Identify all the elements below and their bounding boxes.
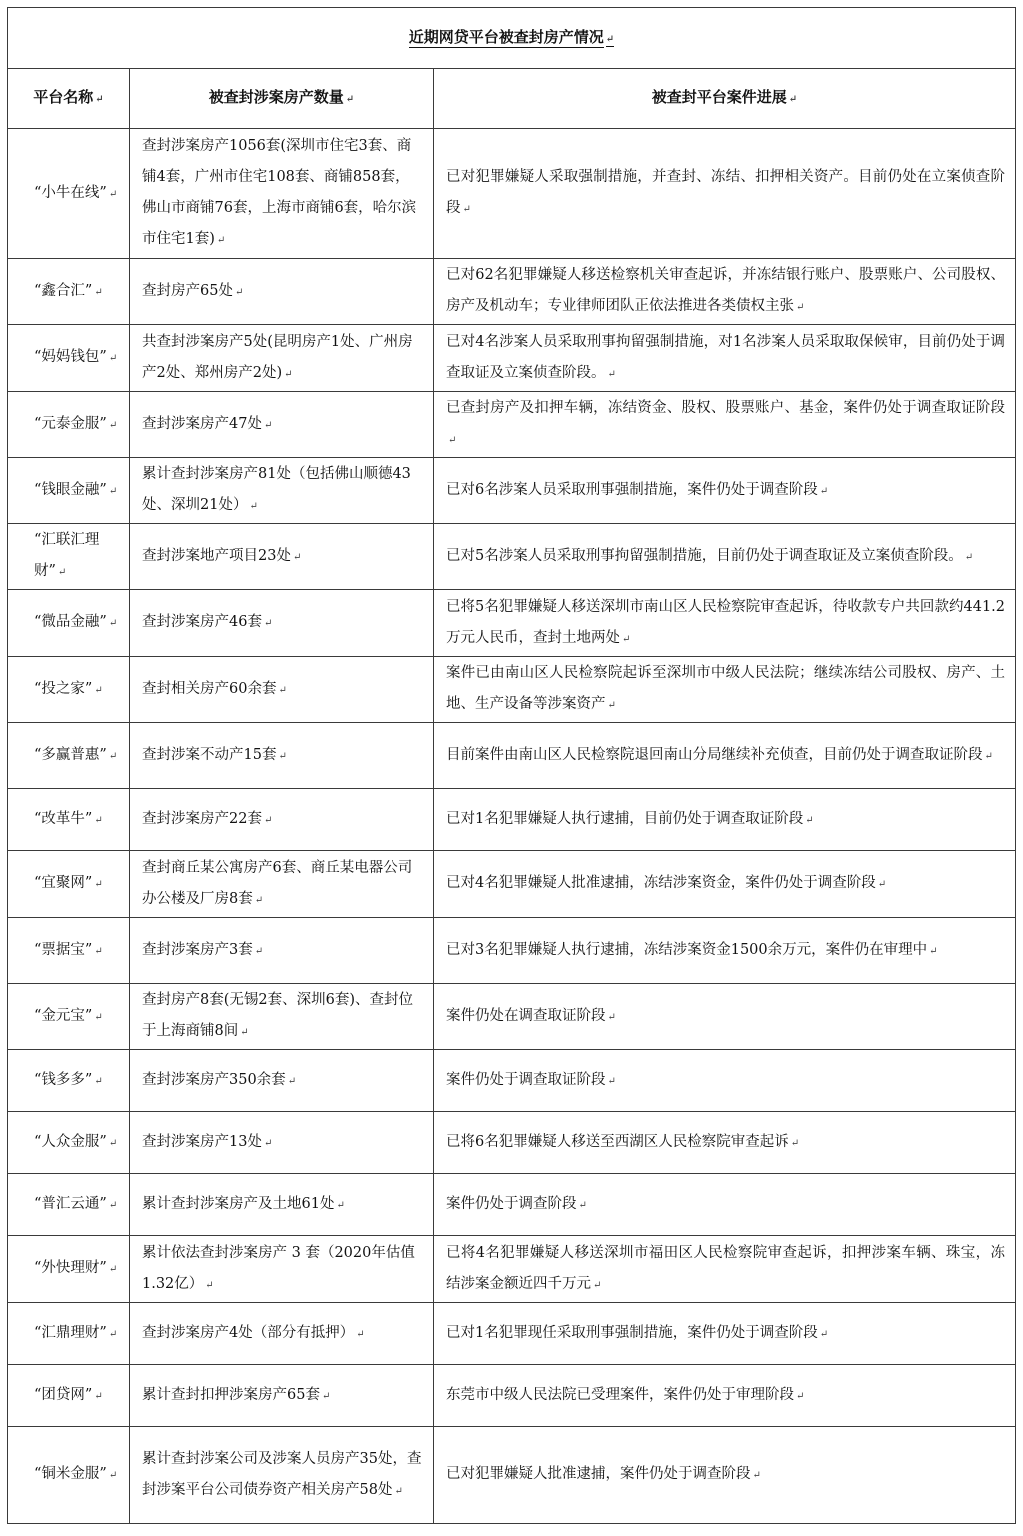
platform-name-cell: “铜米金服” ↵ (8, 1427, 130, 1524)
paragraph-mark-icon: ↵ (578, 1199, 587, 1211)
paragraph-mark-icon: ↵ (94, 879, 103, 890)
title-row (8, 8, 1016, 69)
seized-count-cell: 查封涉案不动产15套 ↵ (130, 723, 434, 789)
paragraph-mark-icon: ↵ (336, 1199, 345, 1211)
paragraph-mark-icon: ↵ (94, 1075, 103, 1087)
table-row (8, 590, 1016, 657)
paragraph-mark-icon: ↵ (108, 1328, 118, 1340)
paragraph-mark-icon: ↵ (108, 1470, 118, 1481)
case-progress-cell: 已对4名涉案人员采取刑事拘留强制措施，对1名涉案人员采取取保候审，目前仍处于调查取证及立案侦查阶段。 ↵ (434, 325, 1016, 392)
paragraph-mark-icon: ↵ (984, 750, 993, 762)
platform-name-cell: “票据宝” ↵ (8, 918, 130, 984)
platform-name-cell: “人众金服” ↵ (8, 1112, 130, 1174)
paragraph-mark-icon: ↵ (216, 235, 226, 246)
case-progress-cell: 已将5名犯罪嫌疑人移送深圳市南山区人民检察院审查起诉，待收款专户共回款约441.2万元人民币，查封土地两处 ↵ (434, 590, 1016, 657)
seized-count-cell: 累计查封涉案房产及土地61处 ↵ (130, 1174, 434, 1236)
paragraph-mark-icon: ↵ (94, 1011, 103, 1023)
case-progress-cell: 已对62名犯罪嫌疑人移送检察机关审查起诉，并冻结银行账户、股票账户、公司股权、房产及机动车；专业律师团队正依法推进各类债权主张 ↵ (434, 259, 1016, 325)
platform-name-cell: “鑫合汇” ↵ (8, 259, 130, 325)
seized-count-cell: 查封涉案地产项目23处 ↵ (130, 524, 434, 590)
header-seized-count: 被查封涉案房产数量 ↵ (130, 69, 434, 129)
paragraph-mark-icon: ↵ (205, 1279, 214, 1291)
platform-name-cell: “汇鼎理财” ↵ (8, 1303, 130, 1365)
paragraph-mark-icon: ↵ (929, 945, 938, 957)
paragraph-mark-icon: ↵ (278, 750, 287, 762)
seized-count-cell: 查封房产8套(无锡2套、深圳6套)、查封位于上海商铺8间 ↵ (130, 984, 434, 1050)
table-row (8, 789, 1016, 851)
case-progress-cell: 已对3名犯罪嫌疑人执行逮捕，冻结涉案资金1500余万元，案件仍在审理中 ↵ (434, 918, 1016, 984)
paragraph-mark-icon: ↵ (108, 1264, 118, 1275)
seized-count-cell: 查封涉案房产350余套 ↵ (130, 1050, 434, 1112)
seized-count-cell: 查封房产65处 ↵ (130, 259, 434, 325)
paragraph-mark-icon: ↵ (805, 814, 814, 826)
paragraph-mark-icon: ↵ (254, 894, 264, 906)
table-row (8, 723, 1016, 789)
paragraph-mark-icon: ↵ (819, 1328, 829, 1340)
paragraph-mark-icon: ↵ (394, 1485, 403, 1497)
case-progress-cell: 案件已由南山区人民检察院起诉至深圳市中级人民法院；继续冻结公司股权、房产、土地、生产设备等涉案资产 ↵ (434, 657, 1016, 723)
table-row (8, 1174, 1016, 1236)
paragraph-mark-icon: ↵ (57, 567, 67, 578)
paragraph-mark-icon: ↵ (877, 879, 887, 890)
platform-name-cell: “多赢普惠” ↵ (8, 723, 130, 789)
paragraph-mark-icon: ↵ (240, 1027, 249, 1038)
paragraph-mark-icon: ↵ (263, 419, 273, 431)
paragraph-mark-icon: ↵ (605, 33, 615, 45)
paragraph-mark-icon: ↵ (108, 1137, 118, 1149)
paragraph-mark-icon: ↵ (607, 368, 616, 380)
paragraph-mark-icon: ↵ (108, 188, 118, 200)
table-row (8, 1112, 1016, 1174)
paragraph-mark-icon: ↵ (94, 286, 103, 298)
table-row (8, 129, 1016, 259)
case-progress-cell: 已对6名涉案人员采取刑事强制措施，案件仍处于调查阶段 ↵ (434, 458, 1016, 524)
case-progress-cell: 目前案件由南山区人民检察院退回南山分局继续补充侦查，目前仍处于调查取证阶段 ↵ (434, 723, 1016, 789)
case-progress-cell: 案件仍处于调查阶段 ↵ (434, 1174, 1016, 1236)
table-row (8, 458, 1016, 524)
case-progress-cell: 已对5名涉案人员采取刑事拘留强制措施，目前仍处于调查取证及立案侦查阶段。 ↵ (434, 524, 1016, 590)
seized-count-cell: 查封涉案房产1056套(深圳市住宅3套、商铺4套，广州市住宅108套、商铺858套，佛山市商铺76套，上海市商铺6套，哈尔滨市住宅1套) ↵ (130, 129, 434, 259)
seized-count-cell: 查封涉案房产46套 ↵ (130, 590, 434, 657)
seized-count-cell: 查封涉案房产3套 ↵ (130, 918, 434, 984)
paragraph-mark-icon: ↵ (607, 1011, 616, 1023)
table-row (8, 325, 1016, 392)
table-row (8, 1427, 1016, 1524)
paragraph-mark-icon: ↵ (287, 1075, 297, 1087)
paragraph-mark-icon: ↵ (752, 1470, 761, 1481)
case-progress-cell: 已对1名犯罪现任采取刑事强制措施，案件仍处于调查阶段 ↵ (434, 1303, 1016, 1365)
paragraph-mark-icon: ↵ (796, 1390, 805, 1402)
paragraph-mark-icon: ↵ (356, 1328, 365, 1340)
platform-name-cell: “投之家” ↵ (8, 657, 130, 723)
seized-count-cell: 查封涉案房产47处 ↵ (130, 392, 434, 458)
table-row (8, 392, 1016, 458)
seized-count-cell: 查封涉案房产13处 ↵ (130, 1112, 434, 1174)
case-progress-cell: 已查封房产及扣押车辆，冻结资金、股权、股票账户、基金，案件仍处于调查取证阶段↵ (434, 392, 1016, 458)
seized-count-cell: 查封涉案房产4处（部分有抵押） ↵ (130, 1303, 434, 1365)
paragraph-mark-icon: ↵ (796, 302, 805, 313)
table-body (8, 129, 1016, 1524)
paragraph-mark-icon: ↵ (108, 750, 118, 762)
platform-name-cell: “妈妈钱包” ↵ (8, 325, 130, 392)
platform-name-cell: “团贷网” ↵ (8, 1365, 130, 1427)
paragraph-mark-icon: ↵ (108, 419, 118, 431)
table-row (8, 984, 1016, 1050)
case-progress-cell: 案件仍处在调查取证阶段 ↵ (434, 984, 1016, 1050)
paragraph-mark-icon: ↵ (94, 1390, 103, 1402)
platform-name-cell: “宜聚网” ↵ (8, 851, 130, 918)
seized-count-cell: 查封商丘某公寓房产6套、商丘某电器公司办公楼及厂房8套 ↵ (130, 851, 434, 918)
platform-name-cell: “普汇云通” ↵ (8, 1174, 130, 1236)
paragraph-mark-icon: ↵ (249, 501, 258, 512)
paragraph-mark-icon: ↵ (94, 945, 103, 957)
table-row (8, 1050, 1016, 1112)
table-row (8, 851, 1016, 918)
paragraph-mark-icon: ↵ (790, 1137, 800, 1149)
paragraph-mark-icon: ↵ (263, 1137, 273, 1149)
seized-count-cell: 查封涉案房产22套 ↵ (130, 789, 434, 851)
case-progress-cell: 已将6名犯罪嫌疑人移送至西湖区人民检察院审查起诉 ↵ (434, 1112, 1016, 1174)
paragraph-mark-icon: ↵ (964, 551, 974, 563)
paragraph-mark-icon: ↵ (108, 485, 118, 497)
platform-name-cell: “微品金融” ↵ (8, 590, 130, 657)
paragraph-mark-icon: ↵ (263, 814, 273, 826)
paragraph-mark-icon: ↵ (263, 618, 273, 629)
case-progress-cell: 已将4名犯罪嫌疑人移送深圳市福田区人民检察院审查起诉，扣押涉案车辆、珠宝，冻结涉案金额近四千万元 ↵ (434, 1236, 1016, 1303)
seized-count-cell: 累计依法查封涉案房产 3 套（2020年估值1.32亿） ↵ (130, 1236, 434, 1303)
paragraph-mark-icon: ↵ (108, 353, 118, 364)
platform-name-cell: “钱眼金融” ↵ (8, 458, 130, 524)
table-row (8, 259, 1016, 325)
platform-name-cell: “外快理财” ↵ (8, 1236, 130, 1303)
platform-name-cell: “钱多多” ↵ (8, 1050, 130, 1112)
table-row (8, 657, 1016, 723)
case-progress-cell: 已对1名犯罪嫌疑人执行逮捕，目前仍处于调查取证阶段 ↵ (434, 789, 1016, 851)
seized-count-cell: 累计查封涉案房产81处（包括佛山顺德43处、深圳21处） ↵ (130, 458, 434, 524)
paragraph-mark-icon: ↵ (321, 1390, 331, 1402)
paragraph-mark-icon: ↵ (108, 618, 118, 629)
paragraph-mark-icon: ↵ (95, 94, 104, 105)
paragraph-mark-icon: ↵ (607, 700, 616, 711)
case-progress-cell: 已对4名犯罪嫌疑人批准逮捕，冻结涉案资金，案件仍处于调查阶段 ↵ (434, 851, 1016, 918)
case-progress-cell: 案件仍处于调查取证阶段 ↵ (434, 1050, 1016, 1112)
paragraph-mark-icon: ↵ (345, 94, 355, 105)
header-platform-name: 平台名称 ↵ (8, 69, 130, 129)
seized-count-cell: 查封相关房产60余套 ↵ (130, 657, 434, 723)
paragraph-mark-icon: ↵ (819, 485, 829, 497)
paragraph-mark-icon: ↵ (593, 1279, 602, 1291)
seized-count-cell: 共查封涉案房产5处(昆明房产1处、广州房产2处、郑州房产2处) ↵ (130, 325, 434, 392)
paragraph-mark-icon: ↵ (94, 814, 103, 826)
platform-name-cell: “小牛在线” ↵ (8, 129, 130, 259)
paragraph-mark-icon: ↵ (254, 945, 264, 957)
paragraph-mark-icon: ↵ (94, 684, 103, 696)
paragraph-mark-icon: ↵ (108, 1199, 118, 1211)
seized-count-cell: 累计查封涉案公司及涉案人员房产35处，查封涉案平台公司债券资产相关房产58处 ↵ (130, 1427, 434, 1524)
paragraph-mark-icon: ↵ (448, 435, 457, 446)
paragraph-mark-icon: ↵ (234, 286, 244, 298)
header-row (8, 69, 1016, 129)
table-row (8, 1303, 1016, 1365)
platform-property-table (7, 7, 1016, 1524)
header-case-progress: 被查封平台案件进展 ↵ (434, 69, 1016, 129)
case-progress-cell: 已对犯罪嫌疑人采取强制措施，并查封、冻结、扣押相关资产。目前仍处在立案侦查阶段 ↵ (434, 129, 1016, 259)
table-row (8, 1236, 1016, 1303)
case-progress-cell: 已对犯罪嫌疑人批准逮捕，案件仍处于调查阶段 ↵ (434, 1427, 1016, 1524)
paragraph-mark-icon: ↵ (622, 633, 631, 645)
paragraph-mark-icon: ↵ (284, 368, 293, 380)
table-row (8, 1365, 1016, 1427)
platform-name-cell: “汇联汇理财” ↵ (8, 524, 130, 590)
seized-count-cell: 累计查封扣押涉案房产65套 ↵ (130, 1365, 434, 1427)
platform-name-cell: “金元宝” ↵ (8, 984, 130, 1050)
case-progress-cell: 东莞市中级人民法院已受理案件，案件仍处于审理阶段 ↵ (434, 1365, 1016, 1427)
platform-name-cell: “元泰金服” ↵ (8, 392, 130, 458)
table-row (8, 524, 1016, 590)
paragraph-mark-icon: ↵ (788, 94, 798, 105)
paragraph-mark-icon: ↵ (292, 551, 302, 563)
paragraph-mark-icon: ↵ (607, 1075, 616, 1087)
paragraph-mark-icon: ↵ (462, 204, 471, 215)
platform-name-cell: “改革牛” ↵ (8, 789, 130, 851)
table-row (8, 918, 1016, 984)
table-title: 近期网贷平台被查封房产情况 (408, 27, 604, 46)
paragraph-mark-icon: ↵ (278, 684, 287, 696)
table-title-cell (8, 8, 1016, 69)
